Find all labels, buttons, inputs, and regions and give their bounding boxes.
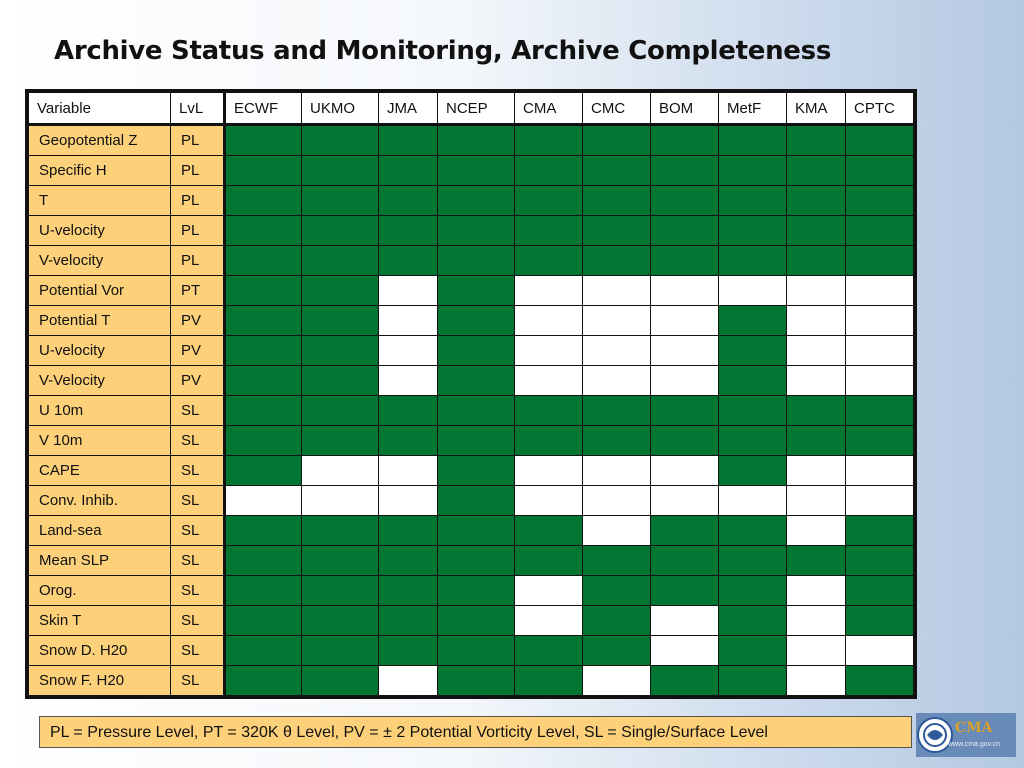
header-cmc: CMC: [583, 93, 651, 125]
level-cell: PL: [171, 246, 225, 276]
page-title: Archive Status and Monitoring, Archive Completeness: [54, 36, 831, 66]
status-cell-available: [438, 336, 515, 366]
status-cell-available: [302, 546, 379, 576]
status-cell-available: [515, 186, 583, 216]
status-cell-available: [225, 366, 302, 396]
header-ecwf: ECWF: [225, 93, 302, 125]
status-cell-available: [225, 125, 302, 156]
status-cell-missing: [515, 486, 583, 516]
variable-cell: T: [29, 186, 171, 216]
table-row: [29, 426, 914, 456]
status-cell-missing: [651, 606, 719, 636]
status-cell-available: [651, 186, 719, 216]
status-cell-available: [302, 366, 379, 396]
status-cell-available: [438, 156, 515, 186]
status-cell-available: [583, 636, 651, 666]
status-cell-available: [302, 156, 379, 186]
status-cell-available: [719, 396, 787, 426]
status-cell-missing: [651, 366, 719, 396]
status-cell-missing: [651, 276, 719, 306]
status-cell-available: [302, 636, 379, 666]
status-cell-available: [438, 486, 515, 516]
table-row: [29, 546, 914, 576]
status-cell-available: [302, 396, 379, 426]
status-cell-available: [583, 186, 651, 216]
header-bom: BOM: [651, 93, 719, 125]
status-cell-missing: [719, 486, 787, 516]
status-cell-missing: [515, 576, 583, 606]
status-cell-available: [302, 606, 379, 636]
table-row: [29, 456, 914, 486]
status-cell-available: [225, 666, 302, 696]
variable-cell: V-velocity: [29, 246, 171, 276]
status-cell-available: [438, 426, 515, 456]
status-cell-missing: [583, 516, 651, 546]
status-cell-available: [787, 396, 846, 426]
logo-text: CMA: [955, 720, 993, 736]
status-cell-available: [846, 125, 914, 156]
status-cell-available: [651, 396, 719, 426]
variable-cell: U-velocity: [29, 336, 171, 366]
level-cell: SL: [171, 486, 225, 516]
status-cell-available: [302, 516, 379, 546]
status-cell-available: [846, 246, 914, 276]
status-cell-available: [225, 216, 302, 246]
status-cell-available: [302, 246, 379, 276]
level-cell: PV: [171, 366, 225, 396]
level-cell: SL: [171, 456, 225, 486]
status-cell-available: [438, 366, 515, 396]
status-cell-missing: [651, 636, 719, 666]
status-cell-missing: [846, 306, 914, 336]
status-cell-available: [846, 186, 914, 216]
variable-cell: Snow D. H20: [29, 636, 171, 666]
status-cell-available: [719, 576, 787, 606]
status-cell-available: [438, 546, 515, 576]
status-cell-available: [719, 636, 787, 666]
logo-url: www.cma.gov.cn: [948, 741, 1000, 748]
status-cell-available: [846, 606, 914, 636]
table-row: [29, 636, 914, 666]
status-cell-available: [651, 125, 719, 156]
status-cell-missing: [379, 366, 438, 396]
status-cell-missing: [583, 306, 651, 336]
level-cell: PL: [171, 186, 225, 216]
status-cell-missing: [379, 276, 438, 306]
status-cell-missing: [787, 336, 846, 366]
status-cell-missing: [583, 366, 651, 396]
variable-cell: U 10m: [29, 396, 171, 426]
status-cell-available: [379, 246, 438, 276]
variable-cell: Snow F. H20: [29, 666, 171, 696]
level-cell: PL: [171, 216, 225, 246]
status-cell-available: [787, 186, 846, 216]
status-cell-available: [515, 516, 583, 546]
status-cell-available: [719, 306, 787, 336]
status-cell-available: [846, 666, 914, 696]
status-cell-available: [225, 306, 302, 336]
variable-cell: Specific H: [29, 156, 171, 186]
status-cell-available: [302, 576, 379, 606]
variable-cell: Skin T: [29, 606, 171, 636]
status-cell-missing: [379, 306, 438, 336]
status-cell-available: [583, 426, 651, 456]
status-cell-available: [438, 576, 515, 606]
level-cell: SL: [171, 426, 225, 456]
status-cell-available: [846, 546, 914, 576]
variable-cell: Potential Vor: [29, 276, 171, 306]
status-cell-available: [651, 576, 719, 606]
status-cell-missing: [787, 516, 846, 546]
status-cell-available: [651, 156, 719, 186]
status-cell-available: [719, 336, 787, 366]
status-cell-available: [846, 216, 914, 246]
header-jma: JMA: [379, 93, 438, 125]
level-cell: PL: [171, 125, 225, 156]
status-cell-missing: [787, 276, 846, 306]
status-cell-missing: [515, 366, 583, 396]
table-row: [29, 246, 914, 276]
header-ukmo: UKMO: [302, 93, 379, 125]
status-cell-available: [719, 426, 787, 456]
table-row: [29, 516, 914, 546]
status-cell-available: [438, 666, 515, 696]
status-cell-missing: [787, 456, 846, 486]
variable-cell: Geopotential Z: [29, 125, 171, 156]
level-cell: PV: [171, 336, 225, 366]
status-cell-available: [583, 576, 651, 606]
status-cell-available: [302, 216, 379, 246]
status-cell-missing: [651, 456, 719, 486]
status-cell-available: [515, 156, 583, 186]
status-cell-available: [438, 516, 515, 546]
status-cell-missing: [651, 336, 719, 366]
status-cell-available: [651, 246, 719, 276]
status-cell-available: [846, 516, 914, 546]
level-cell: PT: [171, 276, 225, 306]
status-cell-missing: [379, 336, 438, 366]
status-cell-missing: [583, 486, 651, 516]
status-cell-available: [379, 426, 438, 456]
status-cell-missing: [846, 486, 914, 516]
status-cell-available: [379, 516, 438, 546]
table-row: [29, 125, 914, 156]
level-cell: SL: [171, 546, 225, 576]
status-cell-missing: [379, 486, 438, 516]
status-cell-available: [515, 636, 583, 666]
status-cell-available: [438, 396, 515, 426]
status-cell-available: [583, 216, 651, 246]
status-cell-available: [846, 396, 914, 426]
status-cell-missing: [787, 576, 846, 606]
variable-cell: Orog.: [29, 576, 171, 606]
header-cma: CMA: [515, 93, 583, 125]
status-cell-available: [302, 336, 379, 366]
status-cell-available: [719, 156, 787, 186]
status-cell-available: [719, 216, 787, 246]
status-cell-available: [719, 666, 787, 696]
level-cell: PV: [171, 306, 225, 336]
status-cell-available: [379, 125, 438, 156]
status-cell-available: [438, 456, 515, 486]
variable-cell: V 10m: [29, 426, 171, 456]
status-cell-available: [379, 636, 438, 666]
status-cell-available: [438, 246, 515, 276]
status-cell-available: [651, 666, 719, 696]
completeness-table-container: [25, 89, 917, 699]
status-cell-missing: [651, 306, 719, 336]
status-cell-available: [583, 606, 651, 636]
status-cell-available: [787, 156, 846, 186]
status-cell-available: [225, 546, 302, 576]
status-cell-available: [651, 216, 719, 246]
header-variable: Variable: [29, 93, 171, 125]
status-cell-available: [225, 396, 302, 426]
variable-cell: Potential T: [29, 306, 171, 336]
status-cell-available: [438, 606, 515, 636]
level-cell: SL: [171, 396, 225, 426]
status-cell-missing: [583, 276, 651, 306]
status-cell-missing: [787, 636, 846, 666]
status-cell-available: [302, 666, 379, 696]
status-cell-available: [719, 606, 787, 636]
status-cell-available: [651, 546, 719, 576]
level-cell: SL: [171, 636, 225, 666]
table-row: [29, 606, 914, 636]
level-legend: PL = Pressure Level, PT = 320K θ Level, PV = ± 2 Potential Vorticity Level, SL = Single/Surface Level: [39, 716, 912, 748]
table-header-row: [29, 93, 914, 125]
level-cell: SL: [171, 576, 225, 606]
status-cell-available: [515, 125, 583, 156]
status-cell-available: [225, 576, 302, 606]
status-cell-available: [438, 125, 515, 156]
status-cell-missing: [719, 276, 787, 306]
status-cell-available: [515, 546, 583, 576]
table-row: [29, 306, 914, 336]
status-cell-available: [583, 396, 651, 426]
status-cell-available: [438, 186, 515, 216]
status-cell-available: [719, 246, 787, 276]
status-cell-available: [651, 516, 719, 546]
table-body: [29, 125, 914, 696]
status-cell-available: [379, 216, 438, 246]
status-cell-available: [787, 246, 846, 276]
header-level: LvL: [171, 93, 225, 125]
status-cell-missing: [846, 276, 914, 306]
status-cell-available: [225, 246, 302, 276]
header-metf: MetF: [719, 93, 787, 125]
status-cell-available: [379, 396, 438, 426]
status-cell-available: [225, 276, 302, 306]
status-cell-missing: [302, 456, 379, 486]
status-cell-missing: [846, 336, 914, 366]
status-cell-missing: [515, 336, 583, 366]
variable-cell: Land-sea: [29, 516, 171, 546]
table-row: [29, 366, 914, 396]
status-cell-available: [719, 366, 787, 396]
status-cell-missing: [515, 606, 583, 636]
status-cell-available: [379, 546, 438, 576]
status-cell-available: [583, 156, 651, 186]
status-cell-missing: [846, 636, 914, 666]
status-cell-missing: [787, 486, 846, 516]
status-cell-available: [787, 216, 846, 246]
status-cell-available: [225, 336, 302, 366]
status-cell-available: [719, 546, 787, 576]
completeness-table: [28, 92, 914, 696]
table-row: [29, 156, 914, 186]
status-cell-missing: [379, 456, 438, 486]
status-cell-available: [515, 246, 583, 276]
status-cell-available: [719, 125, 787, 156]
status-cell-available: [846, 426, 914, 456]
status-cell-available: [302, 276, 379, 306]
status-cell-available: [302, 306, 379, 336]
status-cell-missing: [651, 486, 719, 516]
status-cell-available: [719, 456, 787, 486]
status-cell-available: [515, 216, 583, 246]
level-cell: SL: [171, 516, 225, 546]
table-row: [29, 576, 914, 606]
status-cell-available: [225, 186, 302, 216]
table-row: [29, 276, 914, 306]
status-cell-available: [225, 606, 302, 636]
status-cell-available: [787, 546, 846, 576]
table-row: [29, 666, 914, 696]
status-cell-available: [438, 306, 515, 336]
status-cell-missing: [583, 666, 651, 696]
level-cell: SL: [171, 666, 225, 696]
status-cell-missing: [787, 606, 846, 636]
status-cell-available: [438, 636, 515, 666]
header-kma: KMA: [787, 93, 846, 125]
status-cell-missing: [515, 456, 583, 486]
variable-cell: Conv. Inhib.: [29, 486, 171, 516]
table-row: [29, 186, 914, 216]
status-cell-available: [225, 516, 302, 546]
status-cell-available: [379, 186, 438, 216]
table-row: [29, 396, 914, 426]
table-row: [29, 216, 914, 246]
status-cell-missing: [515, 276, 583, 306]
status-cell-available: [438, 216, 515, 246]
status-cell-available: [583, 125, 651, 156]
level-cell: PL: [171, 156, 225, 186]
table-row: [29, 486, 914, 516]
variable-cell: Mean SLP: [29, 546, 171, 576]
status-cell-available: [379, 156, 438, 186]
status-cell-available: [225, 426, 302, 456]
status-cell-missing: [583, 456, 651, 486]
status-cell-available: [225, 156, 302, 186]
status-cell-available: [719, 186, 787, 216]
header-cptc: CPTC: [846, 93, 914, 125]
status-cell-missing: [787, 666, 846, 696]
status-cell-available: [515, 396, 583, 426]
status-cell-available: [438, 276, 515, 306]
status-cell-available: [225, 456, 302, 486]
status-cell-available: [846, 576, 914, 606]
status-cell-available: [302, 186, 379, 216]
header-ncep: NCEP: [438, 93, 515, 125]
status-cell-missing: [787, 366, 846, 396]
status-cell-missing: [515, 306, 583, 336]
status-cell-missing: [302, 486, 379, 516]
status-cell-available: [225, 636, 302, 666]
level-cell: SL: [171, 606, 225, 636]
status-cell-available: [787, 426, 846, 456]
status-cell-available: [583, 246, 651, 276]
status-cell-missing: [846, 456, 914, 486]
status-cell-available: [651, 426, 719, 456]
variable-cell: CAPE: [29, 456, 171, 486]
status-cell-available: [846, 156, 914, 186]
status-cell-missing: [787, 306, 846, 336]
status-cell-available: [787, 125, 846, 156]
variable-cell: U-velocity: [29, 216, 171, 246]
variable-cell: V-Velocity: [29, 366, 171, 396]
status-cell-available: [515, 426, 583, 456]
status-cell-available: [515, 666, 583, 696]
status-cell-available: [302, 426, 379, 456]
status-cell-missing: [583, 336, 651, 366]
status-cell-available: [302, 125, 379, 156]
status-cell-available: [379, 576, 438, 606]
status-cell-available: [379, 606, 438, 636]
status-cell-available: [583, 546, 651, 576]
table-row: [29, 336, 914, 366]
status-cell-missing: [846, 366, 914, 396]
status-cell-missing: [225, 486, 302, 516]
status-cell-missing: [379, 666, 438, 696]
status-cell-available: [719, 516, 787, 546]
